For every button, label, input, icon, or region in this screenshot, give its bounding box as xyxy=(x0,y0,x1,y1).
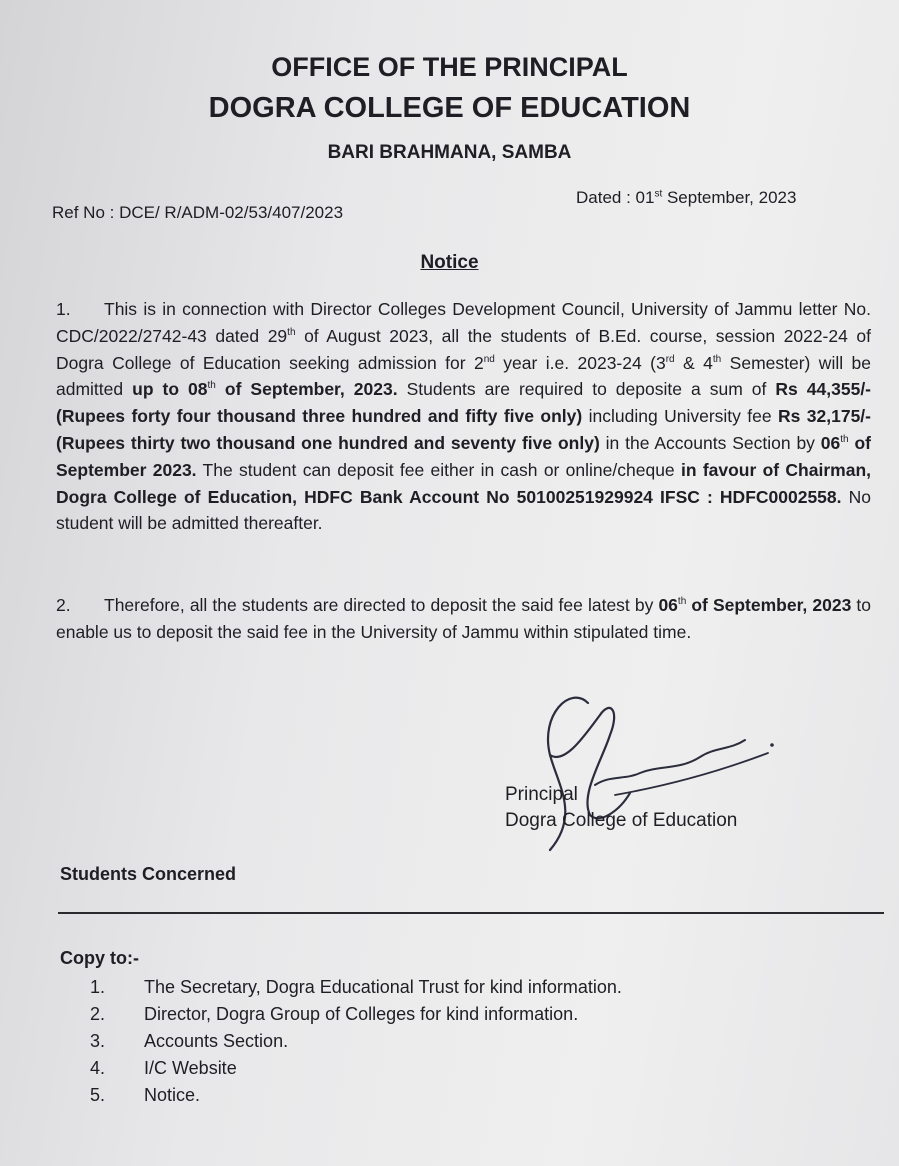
item-number: 2. xyxy=(90,1004,106,1024)
bold-text: up to 08 xyxy=(132,379,208,400)
paragraph-number: 1. xyxy=(56,299,71,319)
bold-text: of September 2023. xyxy=(56,432,871,480)
text: Therefore, all the students are directed to deposit the said fee latest by xyxy=(104,595,659,615)
divider-line xyxy=(58,912,884,914)
date-prefix: Dated : 01 xyxy=(576,188,655,207)
text: & 4 xyxy=(674,352,713,373)
text: This is in connection with Director Colleges Development Council, University of Jammu letter No. CDC/2022/2742-43 dated 29 xyxy=(56,299,871,346)
text: No student will be admitted thereafter. xyxy=(56,486,871,534)
list-item xyxy=(90,1055,622,1082)
signatory-institution: Dogra College of Education xyxy=(505,810,738,831)
bold-text: Rs 32,175/- (Rupees thirty two thousand one hundred and seventy five only) xyxy=(56,406,871,453)
sup: th xyxy=(207,380,216,392)
item-text: I/C Website xyxy=(144,1058,237,1078)
text: year i.e. 2023-24 (3 xyxy=(494,352,666,373)
item-text: Accounts Section. xyxy=(144,1031,289,1051)
text: The student can deposit fee either in cash or online/cheque xyxy=(196,459,681,480)
text: of August 2023, all the students of B.Ed. course, session 2022-24 of Dogra College of Education seeking admission for 2 xyxy=(56,325,871,373)
signature-block xyxy=(505,782,737,834)
bold-text: 06 xyxy=(658,595,678,615)
list-item xyxy=(90,1028,622,1055)
notice-title: Notice xyxy=(420,252,479,273)
sup: nd xyxy=(483,353,495,365)
college-heading: DOGRA COLLEGE OF EDUCATION xyxy=(208,92,691,124)
list-item xyxy=(90,1001,622,1028)
list-item xyxy=(90,1082,622,1109)
sup: rd xyxy=(665,353,675,365)
bold-text: of September, 2023 xyxy=(686,595,852,615)
paragraph-2 xyxy=(56,592,871,646)
text: in the Accounts Section by xyxy=(599,432,821,453)
paragraph-number: 2. xyxy=(56,595,71,615)
date-line xyxy=(576,188,796,208)
text: Students are required to deposite a sum of xyxy=(397,379,776,400)
item-text: Notice. xyxy=(144,1085,201,1105)
signatory-title: Principal xyxy=(505,784,578,805)
item-number: 4. xyxy=(90,1058,106,1078)
paragraph-1 xyxy=(56,296,871,537)
handwritten-signature xyxy=(510,675,780,865)
copy-to-heading: Copy to:- xyxy=(60,948,139,968)
text: Semester) will be admitted xyxy=(56,352,871,400)
bold-text: Rs 44,355/- (Rupees forty four thousand three hundred and fifty five only) xyxy=(56,379,872,427)
sup: th xyxy=(677,596,687,608)
date-rest: September, 2023 xyxy=(662,188,797,207)
sup: th xyxy=(840,434,849,446)
date-suffix-sup: st xyxy=(654,188,663,200)
text: including University fee xyxy=(582,406,779,427)
address-heading: BARI BRAHMANA, SAMBA xyxy=(327,142,572,163)
copy-to-list xyxy=(90,974,622,1109)
sup: th xyxy=(712,353,722,365)
item-text: The Secretary, Dogra Educational Trust for kind information. xyxy=(144,977,622,997)
office-heading: OFFICE OF THE PRINCIPAL xyxy=(271,52,628,82)
bold-text: 06 xyxy=(820,432,841,453)
list-item xyxy=(90,974,622,1001)
item-number: 3. xyxy=(90,1031,106,1051)
item-text: Director, Dogra Group of Colleges for kind information. xyxy=(144,1004,579,1024)
bold-text: in favour of Chairman, Dogra College of Education, HDFC Bank Account No 50100251929924 IFSC : HDFC0002558. xyxy=(56,459,871,507)
sup: th xyxy=(287,326,296,338)
bold-text: of September, 2023. xyxy=(215,379,398,400)
recipients-heading: Students Concerned xyxy=(60,864,237,884)
item-number: 5. xyxy=(90,1085,106,1105)
reference-number: Ref No : DCE/ R/ADM-02/53/407/2023 xyxy=(52,203,344,222)
item-number: 1. xyxy=(90,977,106,997)
text: to enable us to deposit the said fee in the University of Jammu within stipulated time. xyxy=(56,595,871,642)
